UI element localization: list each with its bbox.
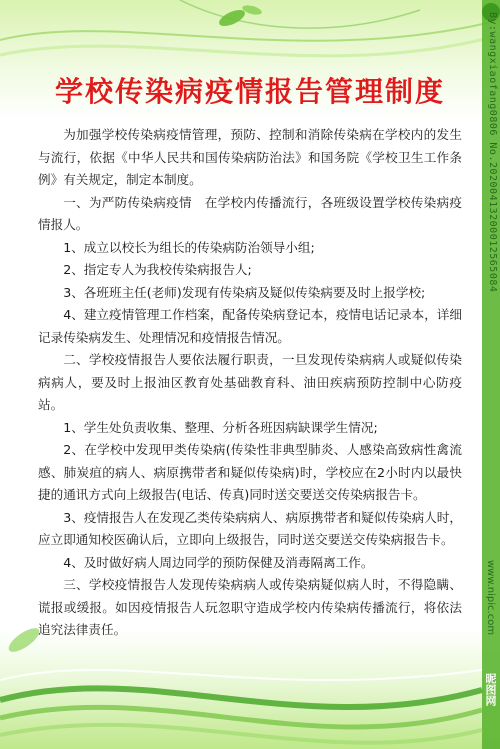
watermark-id: By:wangxiaofang0806 No.20200413200012565084 [487, 12, 498, 293]
paragraph: 1、成立以校长为组长的传染病防治领导小组; [63, 239, 315, 255]
watermark-logo: 昵图网 [484, 673, 497, 706]
poster-body [38, 124, 462, 642]
paragraph: 2、在学校中发现甲类传染病(传染性非典型肺炎、人感染高致病性禽流感、肺炭疽的病人、病原携带者和疑似传染病)时，学校应在2小时内以最快捷的通讯方式向上级报告(电话、传真)同时送交要送交传染病报告卡。 [38, 442, 462, 502]
paragraph: 1、学生处负责收集、整理、分析各班因病缺课学生情况; [63, 419, 378, 435]
paragraph: 三、学校疫情报告人发现传染病病人或传染病疑似病人时，不得隐瞒、谎报或缓报。如因疫情报告人玩忽职守造成学校内传染病传播流行，将依法追究法律责任。 [38, 577, 462, 637]
paragraph: 一、为严防传染病疫情 在学校内传播流行，各班级设置学校传染病疫情报人。 [38, 194, 462, 232]
paragraph: 3、疫情报告人在发现乙类传染病病人、病原携带者和疑似传染病人时，应立即通知校医确认后，立即向上级报告，同时送交要送交传染病报告卡。 [38, 509, 462, 547]
paragraph: 2、指定专人为我校传染病报告人; [63, 262, 252, 277]
paragraph: 3、各班班主任(老师)发现有传染病及疑似传染病要及时上报学校; [63, 284, 426, 300]
leaf-icon [217, 4, 263, 30]
poster-title: 学校传染病疫情报告管理制度 [54, 75, 445, 108]
watermark-site: www.nipic.com [485, 560, 496, 636]
paragraph: 4、建立疫情管理工作档案，配备传染病登记本，疫情电话记录本，详细记录传染病发生、处理情况和疫情报告情况。 [38, 307, 462, 345]
paragraph: 4、及时做好病人周边同学的预防保健及消毒隔离工作。 [63, 554, 374, 570]
paragraph: 二、学校疫情报告人要依法履行职责，一旦发现传染病病人或疑似传染病病人，要及时上报油区教育处基础教育科、油田疾病预防控制中心防疫站。 [38, 352, 462, 412]
paragraph: 为加强学校传染病疫情管理，预防、控制和消除传染病在学校内的发生与流行，依据《中华人民共和国传染病防治法》和国务院《学校卫生工作条例》有关规定，制定本制度。 [38, 127, 462, 187]
